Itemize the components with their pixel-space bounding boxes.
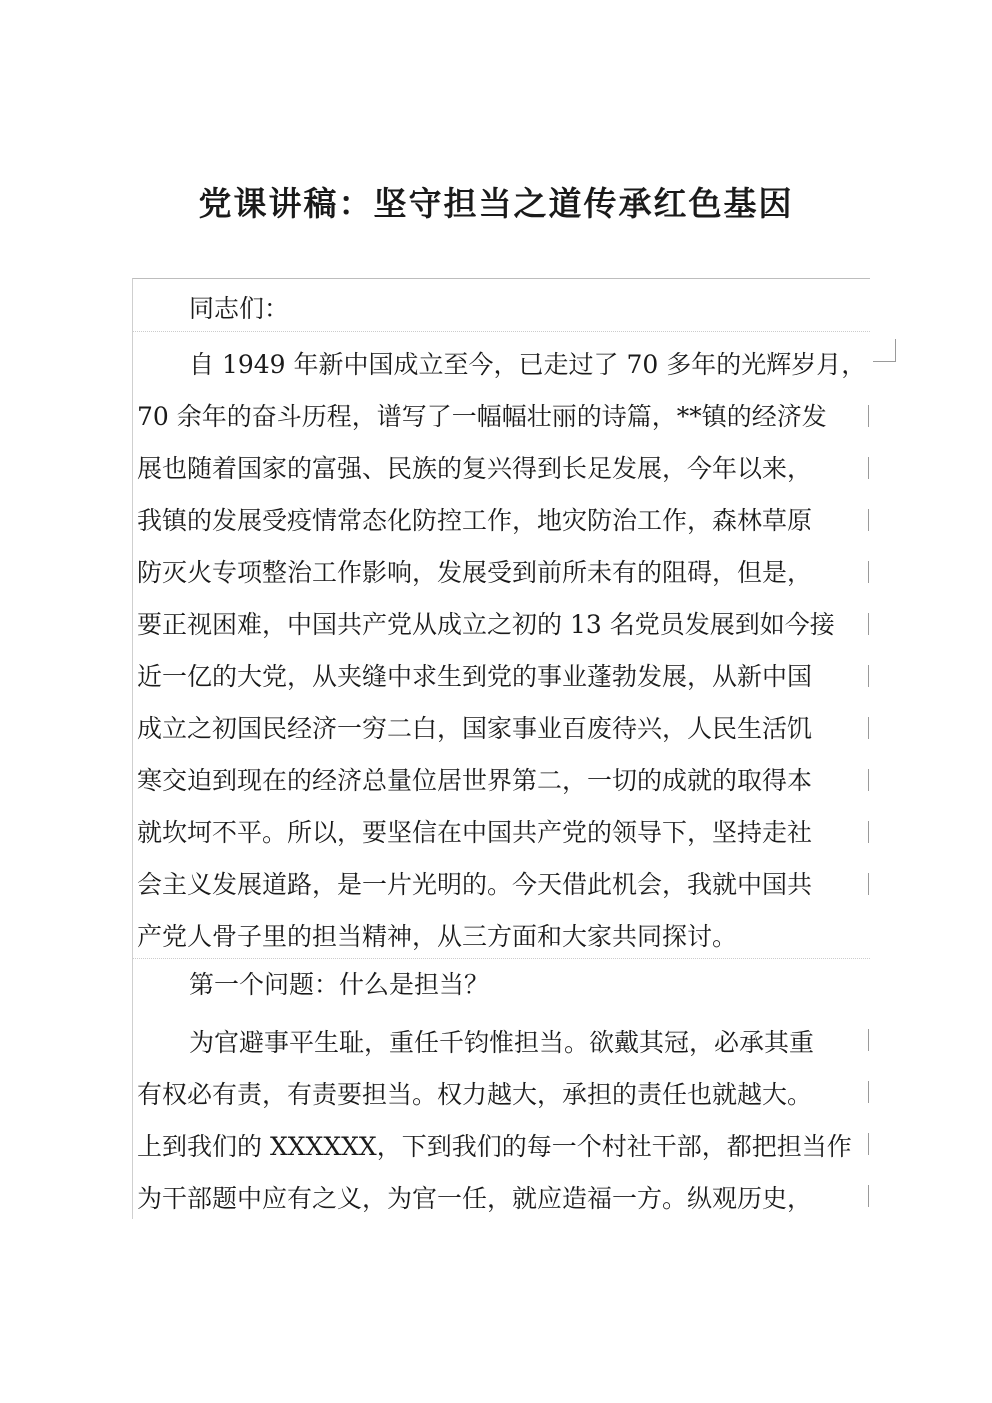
line-end-marker	[868, 405, 869, 427]
paragraph-line: 70 余年的奋斗历程，谱写了一幅幅壮丽的诗篇，**镇的经济发	[137, 402, 827, 431]
paragraph-line: 防灭火专项整治工作影响，发展受到前所未有的阻碍，但是，	[137, 558, 813, 587]
line-end-marker	[868, 1029, 869, 1051]
section-heading-block	[133, 959, 870, 1009]
paragraph-definition	[133, 1011, 870, 1219]
paragraph-line: 近一亿的大党，从夹缝中求生到党的事业蓬勃发展，从新中国	[137, 662, 813, 691]
line-end-marker	[868, 1133, 869, 1155]
line-end-marker	[868, 613, 869, 635]
line-overflow-marker	[873, 339, 896, 362]
paragraph-line: 就坎坷不平。所以，要坚信在中国共产党的领导下，坚持走社	[137, 818, 813, 847]
paragraph-line: 会主义发展道路，是一片光明的。今天借此机会，我就中国共	[137, 870, 813, 899]
line-end-marker	[868, 1081, 869, 1103]
document-body	[132, 278, 870, 1219]
line-end-marker	[868, 665, 869, 687]
paragraph-line: 有权必有责，有责要担当。权力越大，承担的责任也就越大。	[137, 1080, 813, 1109]
line-end-marker	[868, 457, 869, 479]
line-end-marker	[868, 821, 869, 843]
paragraph-line: 为干部题中应有之义，为官一任，就应造福一方。纵观历史，	[137, 1184, 813, 1213]
paragraph-line: 上到我们的 XXXXXX，下到我们的每一个村社干部，都把担当作	[137, 1132, 852, 1161]
paragraph-line: 寒交迫到现在的经济总量位居世界第二，一切的成就的取得本	[137, 766, 813, 795]
paragraph-line: 自 1949 年新中国成立至今，已走过了 70 多年的光辉岁月，	[189, 350, 867, 379]
section-heading: 第一个问题：什么是担当？	[189, 970, 490, 999]
paragraph-line: 展也随着国家的富强、民族的复兴得到长足发展，今年以来，	[137, 454, 813, 483]
line-end-marker	[868, 1185, 869, 1207]
paragraph-line: 产党人骨子里的担当精神，从三方面和大家共同探讨。	[137, 922, 738, 951]
paragraph-line: 我镇的发展受疫情常态化防控工作，地灾防治工作，森林草原	[137, 506, 813, 535]
paragraph-intro	[133, 332, 870, 959]
paragraph-line: 为官避事平生耻，重任千钧惟担当。欲戴其冠，必承其重	[189, 1028, 815, 1057]
greeting: 同志们：	[189, 294, 290, 323]
line-end-marker	[868, 769, 869, 791]
page-title: 党课讲稿：坚守担当之道传承红色基因	[198, 184, 794, 223]
line-end-marker	[868, 717, 869, 739]
paragraph-line: 要正视困难，中国共产党从成立之初的 13 名党员发展到如今接	[137, 610, 835, 639]
greeting-block	[133, 279, 870, 332]
line-end-marker	[868, 561, 869, 583]
paragraph-line: 成立之初国民经济一穷二白，国家事业百废待兴，人民生活饥	[137, 714, 813, 743]
line-end-marker	[868, 873, 869, 895]
line-end-marker	[868, 509, 869, 531]
